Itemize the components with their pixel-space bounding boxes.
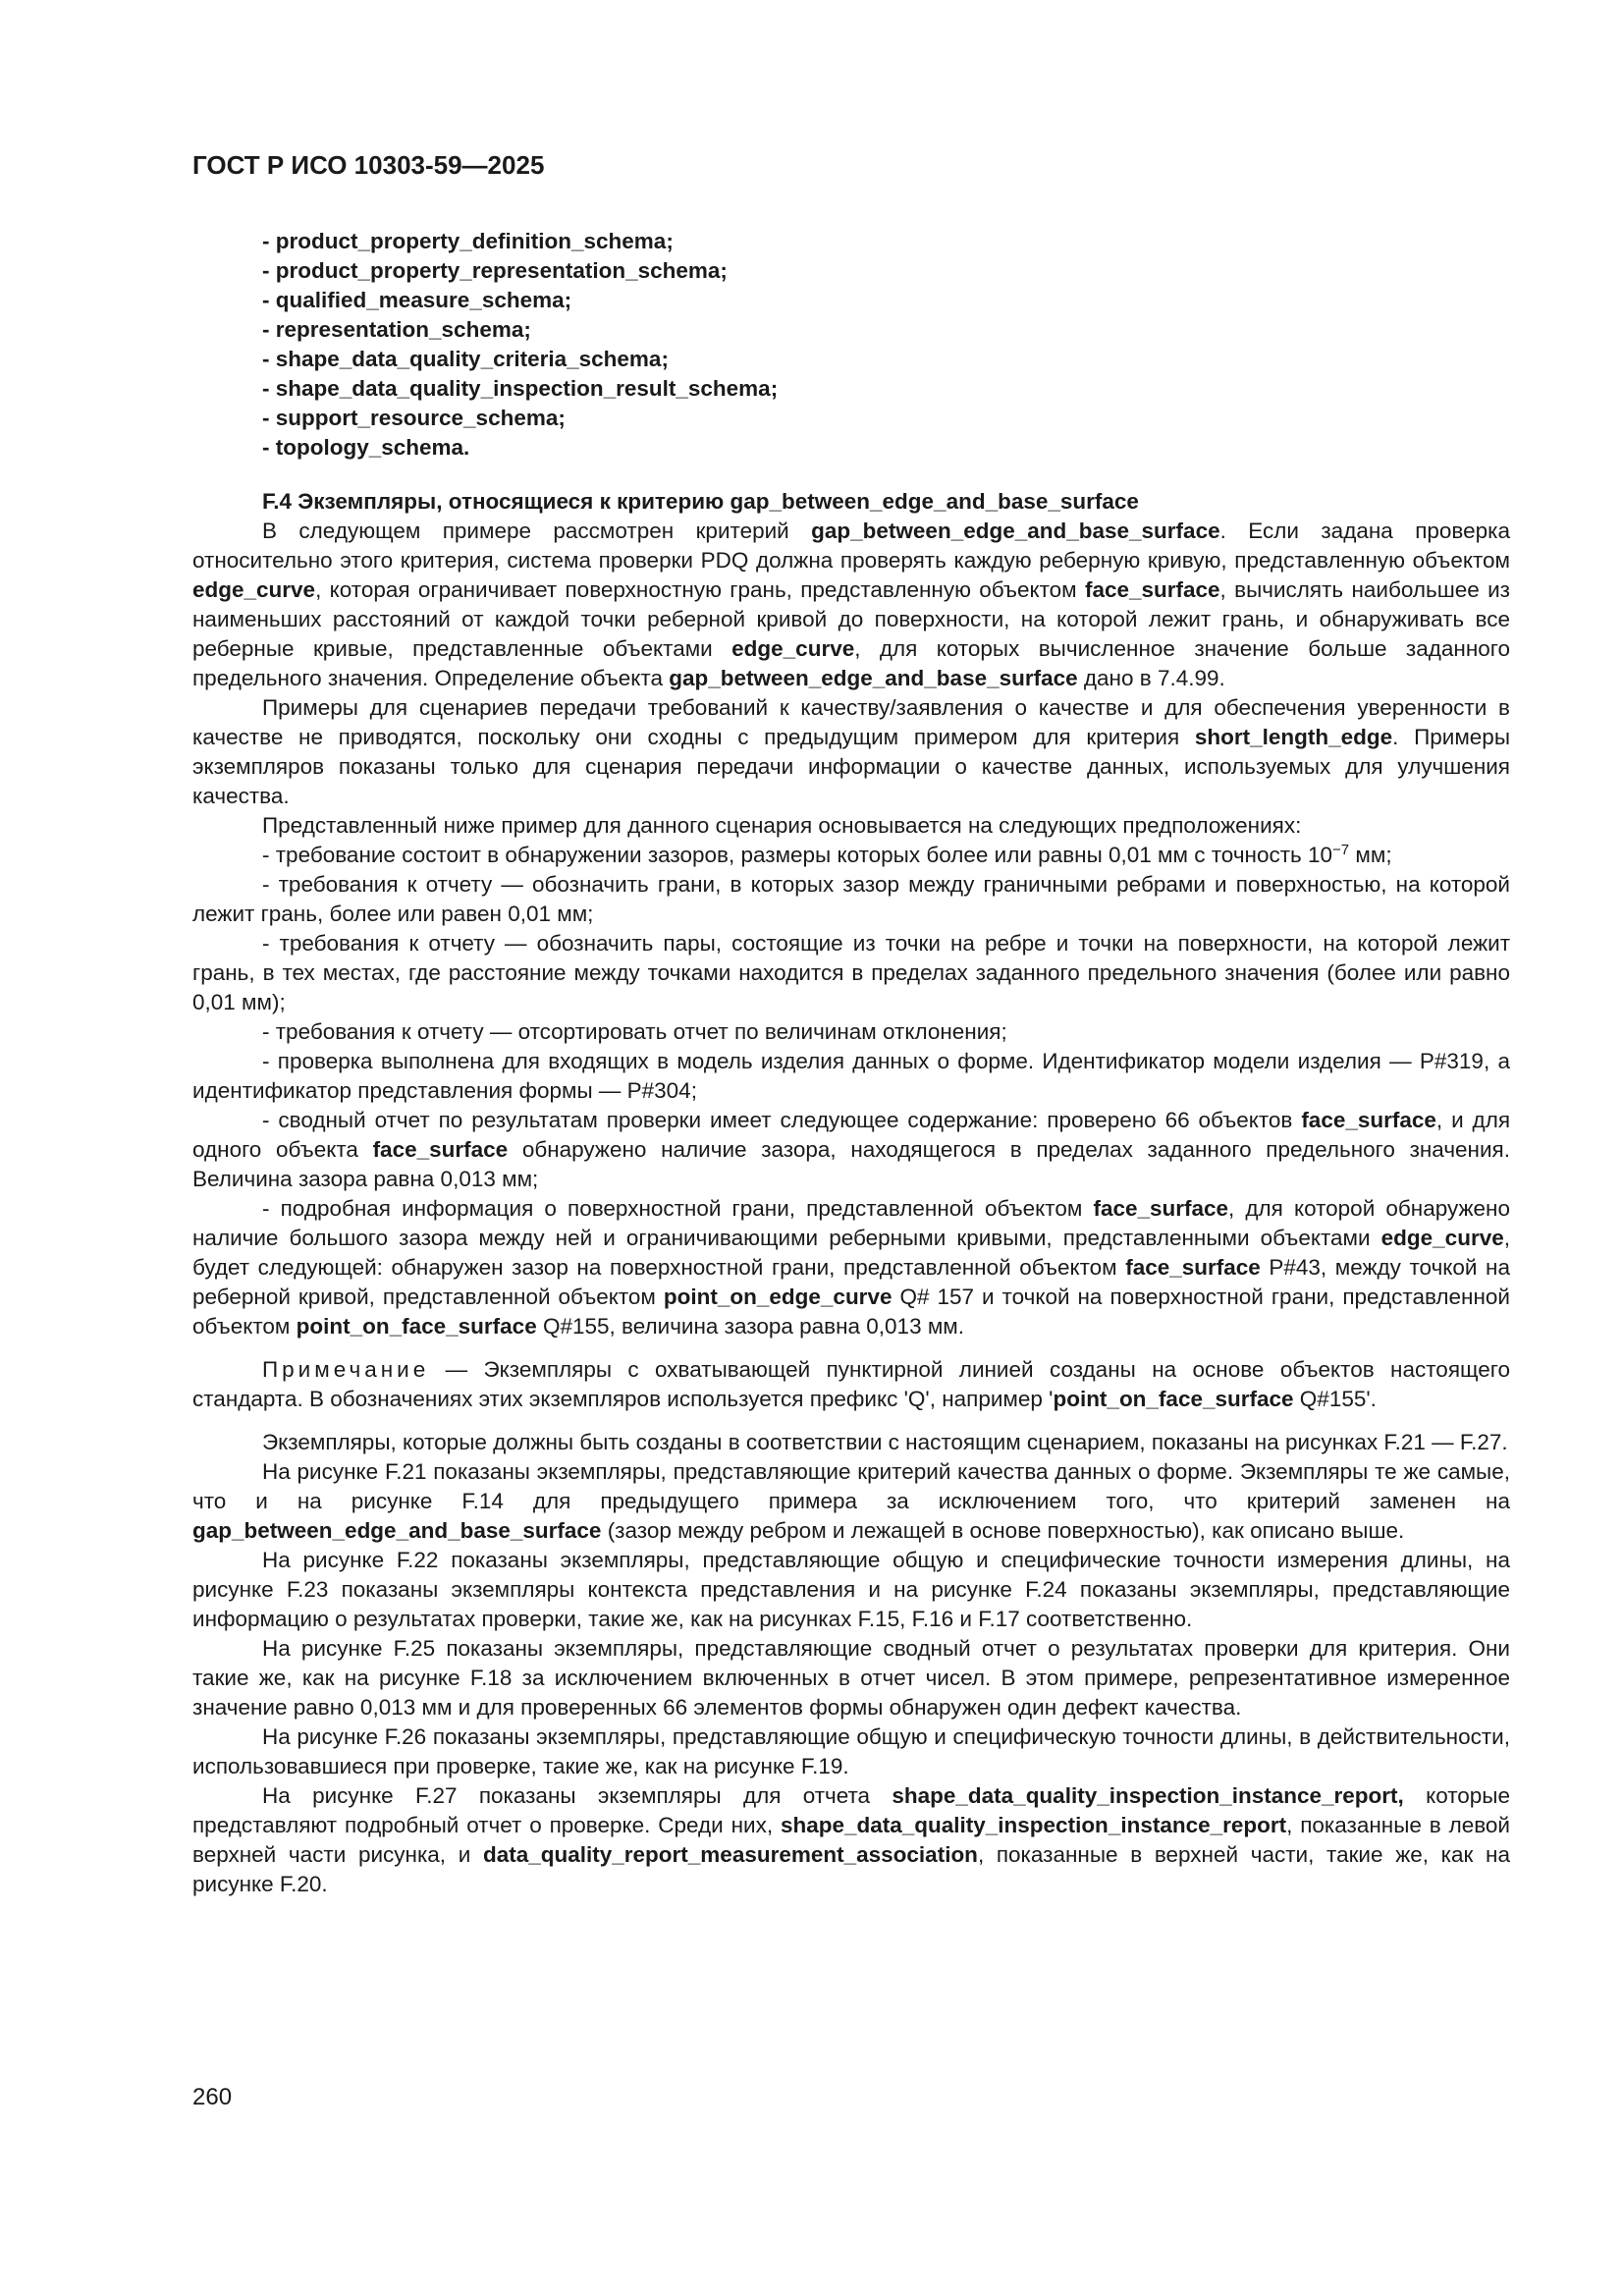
list-item: - требование состоит в обнаружении зазоров, размеры которых более или равны 0,01 мм с точность $10^{-7}$ мм; (262, 842, 1392, 867)
page-number: 260 (192, 2084, 233, 2110)
paragraph: Экземпляры, которые должны быть созданы в соответствии с настоящим сценарием, показаны на рисунках F.21 — F.27. (262, 1430, 1508, 1454)
list-item: - требования к отчету — отсортировать отчет по величинам отклонения; (262, 1019, 1007, 1044)
list-item: - подробная информация о поверхностной грани, представленной объектом face_surface, для которой обнаружено наличие большого зазора между ней и ограничивающими реберными кривыми, представленными объектами edge_curve, будет следующей: обнаружен зазор на поверхностной грани, представленной объектом face_surface P#43, между точкой на реберной кривой, представленной объектом point_on_edge_curve Q# 157 и точкой на поверхностной грани, представленной объектом point_on_face_surface Q#155, величина зазора равна 0,013 мм. (192, 1196, 1510, 1339)
list-item: - shape_data_quality_criteria_schema; (262, 347, 669, 371)
paragraph: Примеры для сценариев передачи требований к качеству/заявления о качестве и для обеспечения уверенности в качестве не приводятся, поскольку они сходны с предыдущим примером для критерия short_length_edge. Примеры экземпляров показаны только для сценария передачи информации о качестве данных, используемых для улучшения качества. (192, 695, 1510, 808)
paragraph: В следующем примере рассмотрен критерий gap_between_edge_and_base_surface. Если задана проверка относительно этого критерия, система проверки PDQ должна проверять каждую реберную кривую, представленную объектом edge_curve, которая ограничивает поверхностную грань, представленную объектом face_surface, вычислять наибольшее из наименьших расстояний от каждой точки реберной кривой до поверхности, на которой лежит грань, и обнаруживать все реберные кривые, представленные объектами edge_curve, для которых вычисленное значение больше заданного предельного значения. Определение объекта gap_between_edge_and_base_surface дано в 7.4.99. (192, 519, 1510, 690)
note: Примечание — Экземпляры с охватывающей пунктирной линией созданы на основе объектов настоящего стандарта. В обозначениях этих экземпляров используется префикс 'Q', например 'point_on_face_surface Q#155'. (192, 1357, 1510, 1411)
section-heading: F.4 Экземпляры, относящиеся к критерию gap_between_edge_and_base_surface (262, 489, 1139, 514)
list-item: - product_property_definition_schema; (262, 229, 674, 253)
schema-list (262, 227, 1440, 463)
paragraph: На рисунке F.25 показаны экземпляры, представляющие сводный отчет о результатах проверки для критерия. Они такие же, как на рисунке F.18 за исключением включенных в отчет чисел. В этом примере, репрезентативное измеренное значение равно 0,013 мм и для проверенных 66 элементов формы обнаружен один дефект качества. (192, 1636, 1510, 1720)
paragraph: На рисунке F.27 показаны экземпляры для отчета shape_data_quality_inspection_instance_report, которые представляют подробный отчет о проверке. Среди них, shape_data_quality_inspection_instance_report, показанные в левой верхней части рисунка, и data_quality_report_measurement_association, показанные в верхней части, такие же, как на рисунке F.20. (192, 1783, 1511, 1896)
note-label: Примечание (262, 1357, 430, 1382)
list-item: - требования к отчету — обозначить пары, состоящие из точки на ребре и точки на поверхности, на которой лежит грань, в тех местах, где расстояние между точками находится в пределах заданного предельного значения (более или равно 0,01 мм); (192, 931, 1510, 1014)
paragraph: На рисунке F.21 показаны экземпляры, представляющие критерий качества данных о форме. Экземпляры те же самые, что и на рисунке F.14 для предыдущего примера за исключением того, что критерий заменен на gap_between_edge_and_base_surface (зазор между ребром и лежащей в основе поверхностью), как описано выше. (192, 1459, 1510, 1543)
page-header-standard-title: ГОСТ Р ИСО 10303-59—2025 (192, 150, 545, 180)
list-item: - representation_schema; (262, 317, 531, 342)
list-item: - product_property_representation_schema; (262, 258, 728, 283)
list-item: - shape_data_quality_inspection_result_schema; (262, 376, 779, 401)
paragraph: На рисунке F.26 показаны экземпляры, представляющие общую и специфическую точности длины, в действительности, использовавшиеся при проверке, такие же, как на рисунке F.19. (192, 1724, 1510, 1778)
list-item: - support_resource_schema; (262, 406, 566, 430)
list-item: - сводный отчет по результатам проверки имеет следующее содержание: проверено 66 объектов face_surface, и для одного объекта face_surface обнаружено наличие зазора, находящегося в пределах заданного предельного значения. Величина зазора равна 0,013 мм; (192, 1108, 1511, 1191)
list-item: - topology_schema. (262, 435, 470, 460)
paragraph: Представленный ниже пример для данного сценария основывается на следующих предположениях: (262, 813, 1302, 838)
list-item: - требования к отчету — обозначить грани, в которых зазор между граничными ребрами и поверхностью, на которой лежит грань, более или равен 0,01 мм; (192, 872, 1510, 926)
list-item: - проверка выполнена для входящих в модель изделия данных о форме. Идентификатор модели изделия — P#319, а идентификатор представления формы — P#304; (192, 1049, 1510, 1103)
section-body (192, 487, 1510, 1899)
list-item: - qualified_measure_schema; (262, 288, 572, 312)
paragraph: На рисунке F.22 показаны экземпляры, представляющие общую и специфические точности измерения длины, на рисунке F.23 показаны экземпляры контекста представления и на рисунке F.24 показаны экземпляры, представляющие информацию о результатах проверки, такие же, как на рисунках F.15, F.16 и F.17 соответственно. (192, 1548, 1510, 1631)
